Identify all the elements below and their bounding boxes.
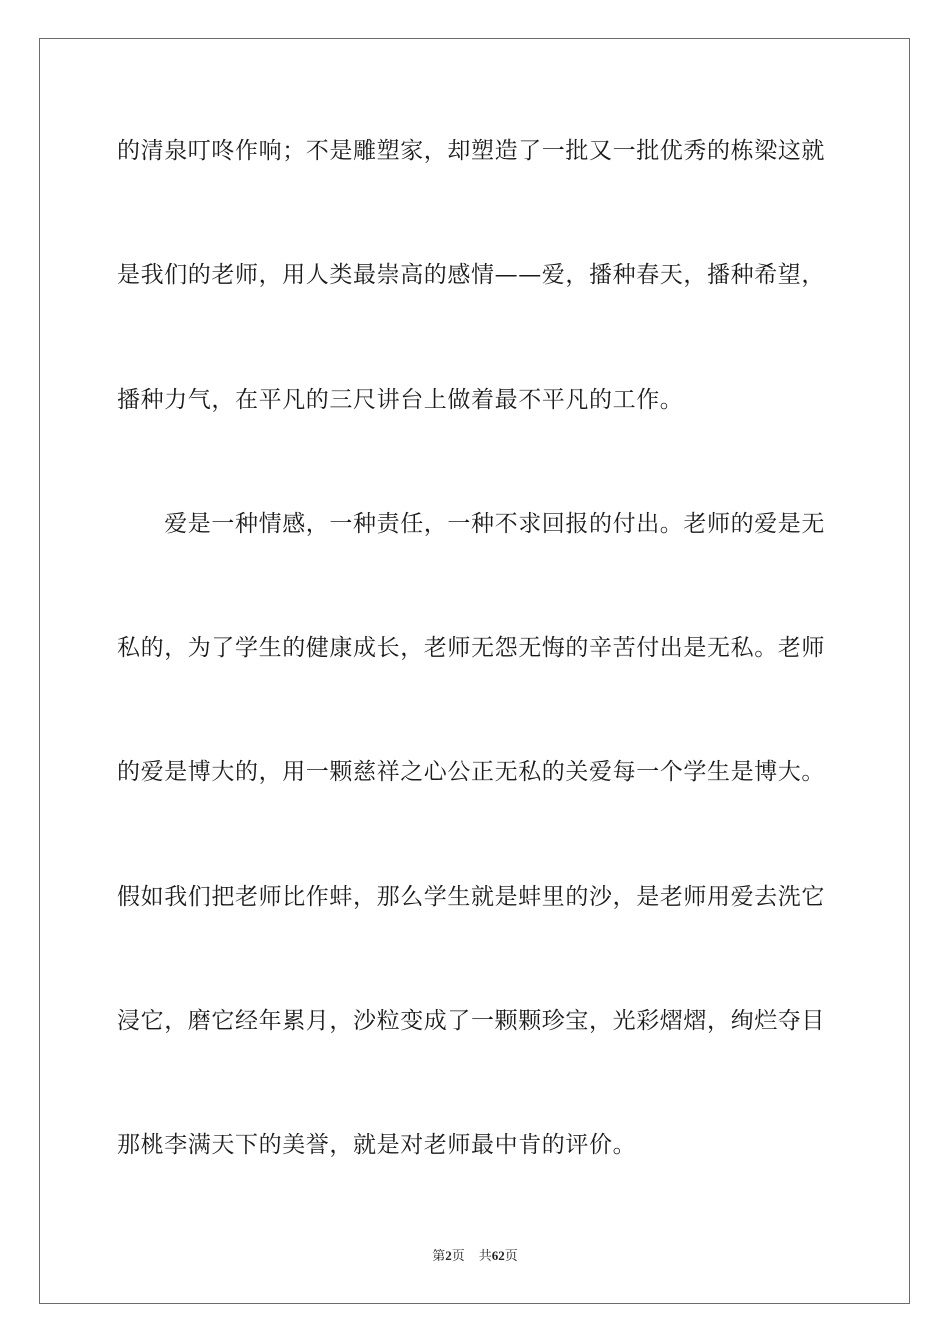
total-suffix: 页 (504, 1248, 518, 1263)
paragraph-line: 浸它，磨它经年累月，沙粒变成了一颗颗珍宝，光彩熠熠，绚烂夺目 (117, 1008, 825, 1034)
total-pages: 62 (491, 1248, 505, 1263)
paragraph-line: 爱是一种情感，一种责任，一种不求回报的付出。老师的爱是无 (117, 511, 825, 537)
paragraph-line: 私的，为了学生的健康成长，老师无怨无悔的辛苦付出是无私。老师 (117, 635, 825, 661)
page-border (39, 38, 910, 1304)
page-prefix: 第 (432, 1248, 446, 1263)
page-footer (0, 1247, 950, 1265)
page-number: 2 (445, 1248, 452, 1263)
paragraph-line: 是我们的老师，用人类最崇高的感情——爱，播种春天，播种希望， (117, 262, 825, 288)
paragraph-line: 假如我们把老师比作蚌，那么学生就是蚌里的沙，是老师用爱去洗它 (117, 884, 825, 910)
paragraph-line: 那桃李满天下的美誉，就是对老师最中肯的评价。 (117, 1132, 637, 1158)
page-suffix: 页 (451, 1248, 465, 1263)
paragraph-line: 的爱是博大的，用一颗慈祥之心公正无私的关爱每一个学生是博大。 (117, 759, 825, 785)
paragraph-line: 播种力气，在平凡的三尺讲台上做着最不平凡的工作。 (117, 387, 684, 413)
paragraph-line: 的清泉叮咚作响；不是雕塑家，却塑造了一批又一批优秀的栋梁这就 (117, 138, 825, 164)
total-prefix: 共 (478, 1248, 492, 1263)
